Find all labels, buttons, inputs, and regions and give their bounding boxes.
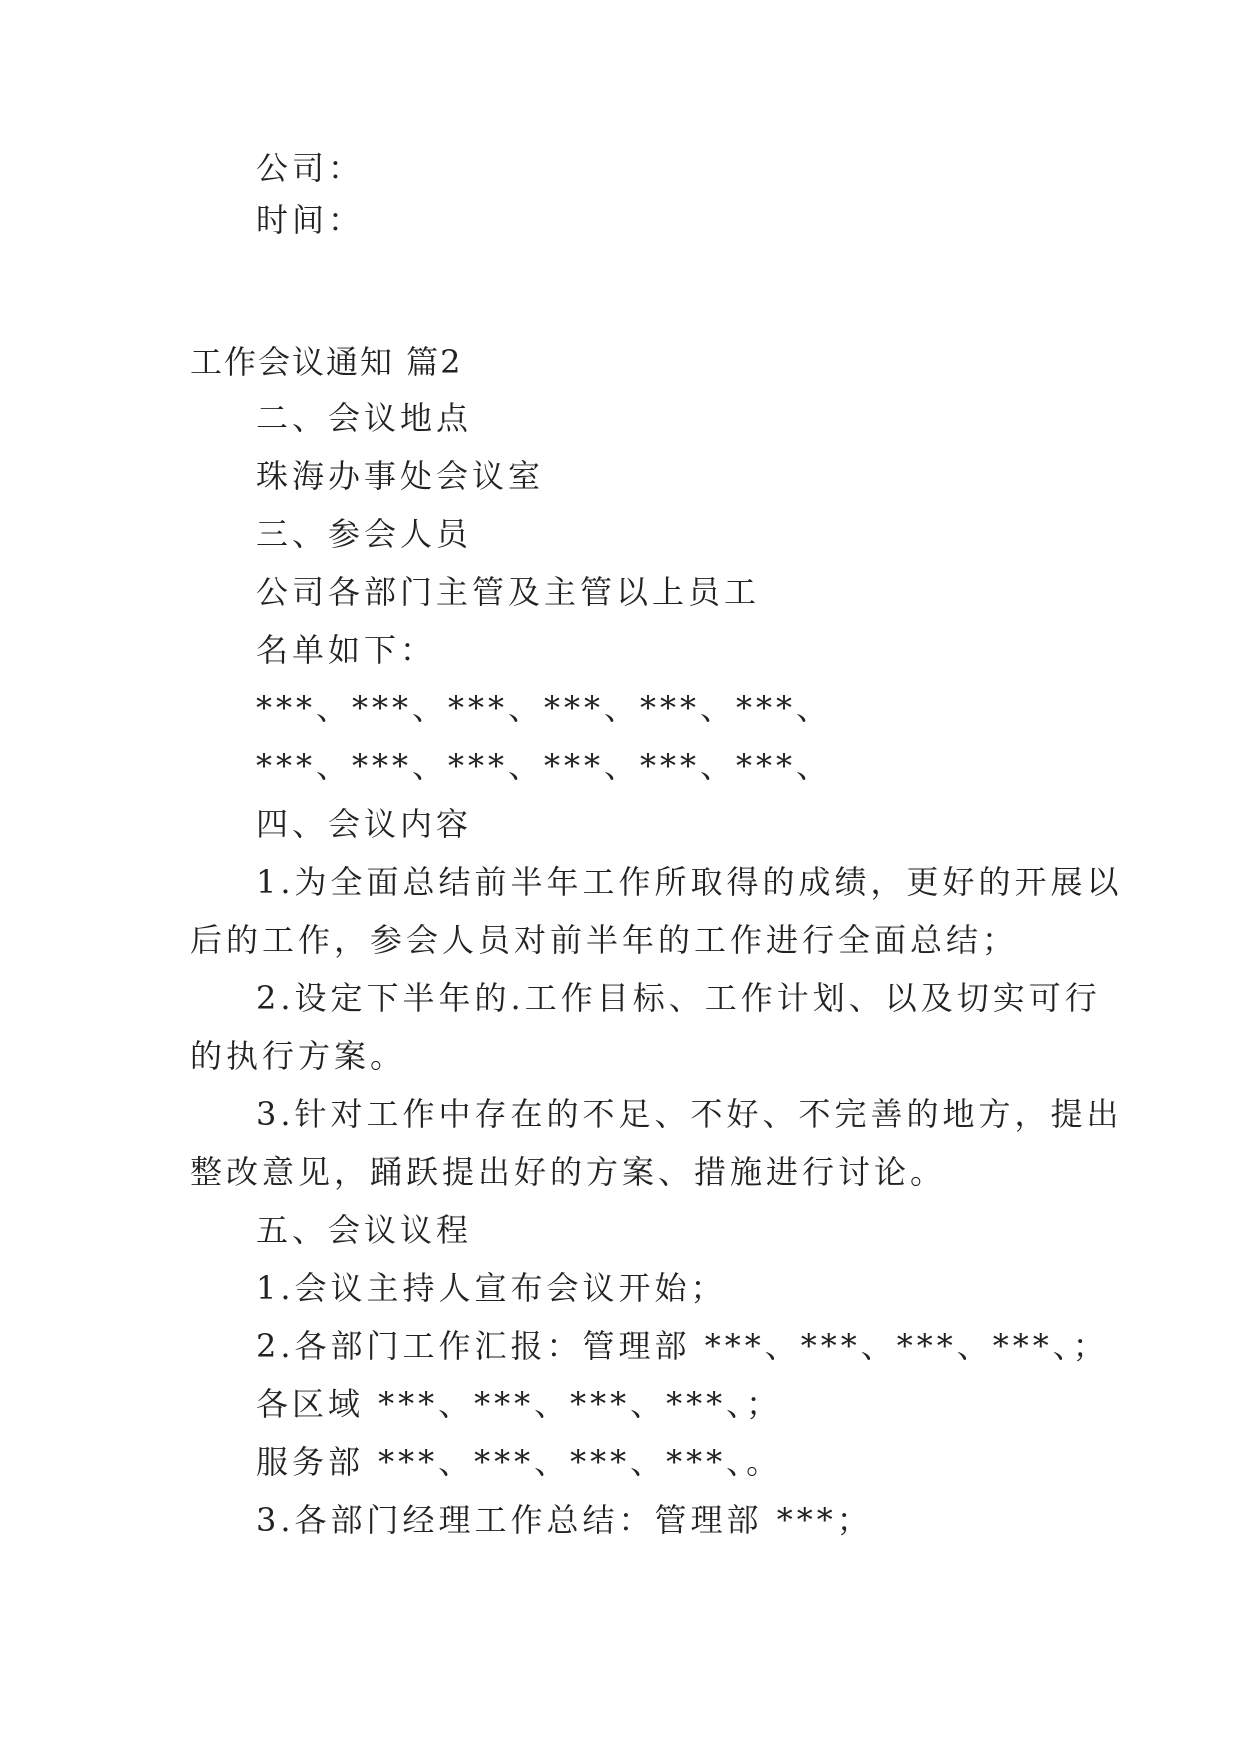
attendees-heading: 三、参会人员 bbox=[256, 515, 473, 553]
content-item2-line2: 的执行方案。 bbox=[190, 1037, 407, 1075]
agenda-item2-region: 各区域 ***、***、***、***、； bbox=[256, 1385, 783, 1423]
agenda-item1: 1.会议主持人宣布会议开始； bbox=[256, 1269, 727, 1307]
content-heading: 四、会议内容 bbox=[256, 805, 473, 843]
time-label: 时间： bbox=[256, 201, 365, 239]
attendees-desc: 公司各部门主管及主管以上员工 bbox=[256, 573, 761, 611]
attendees-list-line-2: ***、***、***、***、***、***、 bbox=[256, 747, 833, 785]
agenda-item2-service: 服务部 ***、***、***、***、。 bbox=[256, 1443, 783, 1481]
location-value: 珠海办事处会议室 bbox=[256, 457, 545, 495]
attendees-list-line-1: ***、***、***、***、***、***、 bbox=[256, 689, 833, 727]
content-item3-line2: 整改意见，踊跃提出好的方案、措施进行讨论。 bbox=[190, 1153, 947, 1191]
content-item1-line2: 后的工作，参会人员对前半年的工作进行全面总结； bbox=[190, 921, 1019, 959]
content-item3-line1: 3.针对工作中存在的不足、不好、不完善的地方，提出 bbox=[256, 1095, 1123, 1133]
content-item2-line1: 2.设定下半年的.工作目标、工作计划、以及切实可行 bbox=[256, 979, 1101, 1017]
company-label: 公司： bbox=[256, 149, 365, 187]
section-title: 工作会议通知 篇2 bbox=[190, 343, 463, 381]
content-item1-line1: 1.为全面总结前半年工作所取得的成绩，更好的开展以 bbox=[256, 863, 1123, 901]
agenda-heading: 五、会议议程 bbox=[256, 1211, 473, 1249]
agenda-item2: 2.各部门工作汇报：管理部 ***、***、***、***、； bbox=[256, 1327, 1109, 1365]
location-heading: 二、会议地点 bbox=[256, 399, 473, 437]
agenda-item3: 3.各部门经理工作总结：管理部 ***； bbox=[256, 1501, 873, 1539]
attendees-list-label: 名单如下： bbox=[256, 631, 437, 669]
